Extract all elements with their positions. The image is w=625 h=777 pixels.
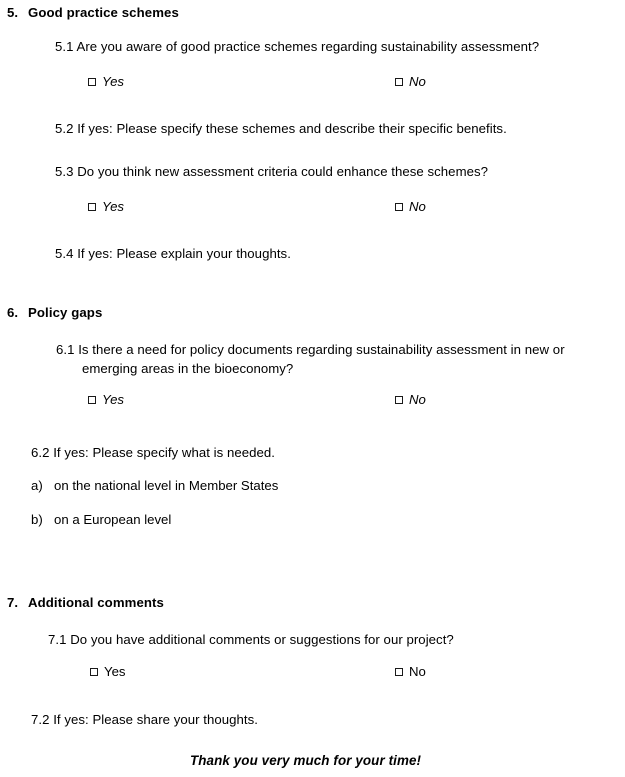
checkbox-option-yes[interactable] <box>88 74 124 89</box>
checkbox-icon[interactable] <box>88 78 96 86</box>
section-title-7: Additional comments <box>28 595 164 610</box>
section-heading-7 <box>7 595 164 610</box>
checkbox-label-no: No <box>409 664 426 679</box>
question-text-5-1: Are you aware of good practice schemes regarding sustainability assessment? <box>76 39 540 54</box>
question-text-5-2: If yes: Please specify these schemes and describe their specific benefits. <box>77 121 507 136</box>
checkbox-icon[interactable] <box>88 203 96 211</box>
section-heading-5 <box>7 5 179 20</box>
question-5-3 <box>55 162 620 181</box>
checkbox-option-no[interactable] <box>395 392 426 407</box>
list-marker-b: b) <box>31 512 43 527</box>
list-item-a <box>31 478 278 493</box>
question-text-7-2: If yes: Please share your thoughts. <box>53 712 259 727</box>
section-number-5: 5. <box>7 5 19 20</box>
question-number-6-2: 6.2 <box>31 445 54 460</box>
checkbox-icon[interactable] <box>395 396 403 404</box>
answer-row-5-3 <box>0 199 625 217</box>
answer-row-5-1 <box>0 74 625 92</box>
section-heading-6 <box>7 305 102 320</box>
list-text-b: on a European level <box>54 512 172 527</box>
question-text-5-4: If yes: Please explain your thoughts. <box>77 246 291 261</box>
question-number-6-1: 6.1 <box>56 342 79 357</box>
checkbox-label-yes: Yes <box>102 392 124 407</box>
checkbox-icon[interactable] <box>395 203 403 211</box>
checkbox-option-no[interactable] <box>395 74 426 89</box>
question-6-2 <box>31 443 616 462</box>
checkbox-option-no[interactable] <box>395 664 426 679</box>
checkbox-option-yes[interactable] <box>88 199 124 214</box>
section-number-6: 6. <box>7 305 19 320</box>
question-7-2 <box>31 710 616 729</box>
checkbox-label-yes: Yes <box>104 664 126 679</box>
section-number-7: 7. <box>7 595 19 610</box>
question-number-5-4: 5.4 <box>55 246 78 261</box>
list-marker-a: a) <box>31 478 43 493</box>
question-5-4 <box>55 244 620 263</box>
checkbox-option-no[interactable] <box>395 199 426 214</box>
question-number-5-2: 5.2 <box>55 121 78 136</box>
question-number-5-1: 5.1 <box>55 39 77 54</box>
checkbox-option-yes[interactable] <box>90 664 126 679</box>
list-text-a: on the national level in Member States <box>54 478 279 493</box>
checkbox-label-yes: Yes <box>102 74 124 89</box>
question-text-6-1-line2: emerging areas in the bioeconomy? <box>82 361 294 376</box>
question-5-2 <box>55 119 620 138</box>
closing-message: Thank you very much for your time! <box>190 753 422 768</box>
question-text-6-2: If yes: Please specify what is needed. <box>53 445 276 460</box>
question-text-6-1-line1: Is there a need for policy documents regarding sustainability assessment in new or <box>78 342 565 357</box>
section-title-5: Good practice schemes <box>28 5 179 20</box>
question-6-1 <box>56 340 624 378</box>
checkbox-label-no: No <box>409 74 426 89</box>
checkbox-icon[interactable] <box>395 78 403 86</box>
checkbox-label-yes: Yes <box>102 199 124 214</box>
checkbox-option-yes[interactable] <box>88 392 124 407</box>
question-7-1 <box>48 630 620 649</box>
question-number-5-3: 5.3 <box>55 164 78 179</box>
checkbox-label-no: No <box>409 199 426 214</box>
checkbox-icon[interactable] <box>395 668 403 676</box>
question-5-1 <box>55 37 620 56</box>
question-text-7-1: Do you have additional comments or suggestions for our project? <box>70 632 454 647</box>
checkbox-icon[interactable] <box>90 668 98 676</box>
answer-row-6-1 <box>0 392 625 410</box>
checkbox-label-no: No <box>409 392 426 407</box>
checkbox-icon[interactable] <box>88 396 96 404</box>
list-item-b <box>31 512 171 527</box>
question-number-7-2: 7.2 <box>31 712 54 727</box>
question-number-7-1: 7.1 <box>48 632 71 647</box>
section-title-6: Policy gaps <box>28 305 103 320</box>
answer-row-7-1 <box>0 664 625 682</box>
question-text-5-3: Do you think new assessment criteria could enhance these schemes? <box>77 164 489 179</box>
